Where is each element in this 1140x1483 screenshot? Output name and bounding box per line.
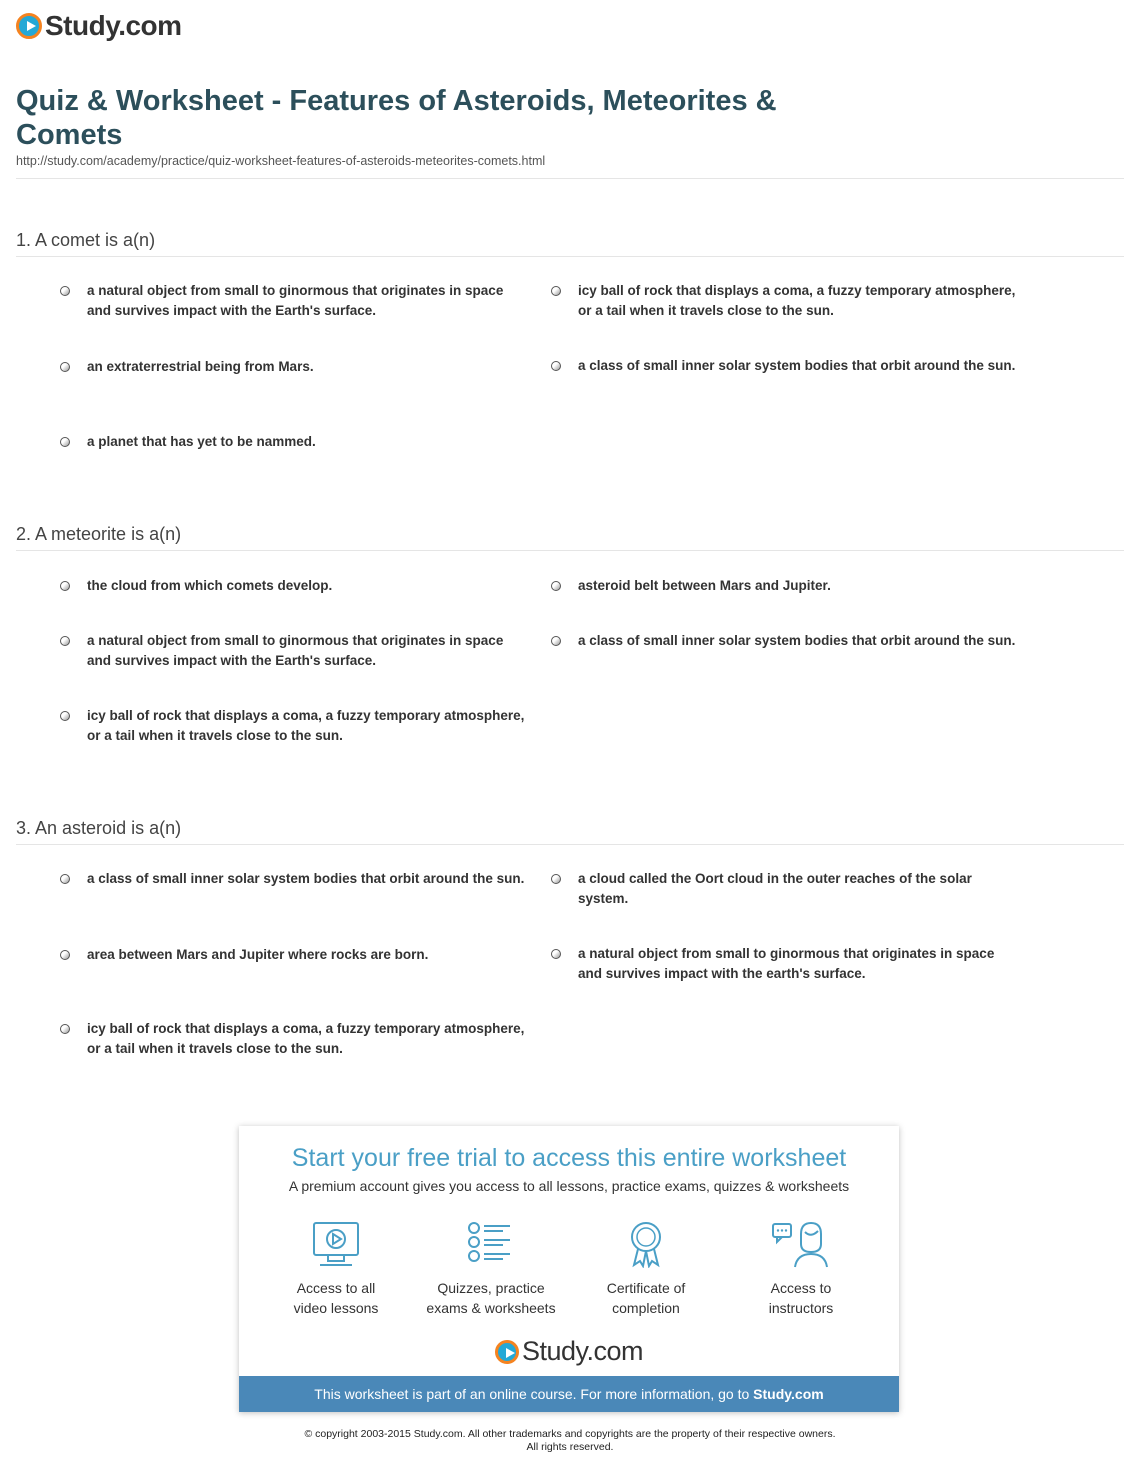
promo-study-logo[interactable]: Study.com xyxy=(239,1336,899,1367)
question-2-title: 2. A meteorite is a(n) xyxy=(16,524,182,544)
q1-option-e[interactable]: a planet that has yet to be nammed. xyxy=(60,432,527,452)
q2-option-a[interactable]: the cloud from which comets develop. xyxy=(60,576,527,596)
quiz-list-icon xyxy=(465,1220,517,1268)
radio-icon[interactable] xyxy=(551,949,561,959)
page-title: Quiz & Worksheet - Features of Asteroids, Meteorites & Comets xyxy=(16,85,777,151)
feature-quizzes: Quizzes, practice exams & worksheets xyxy=(416,1220,566,1318)
play-logo-icon xyxy=(495,1340,519,1364)
feature-video-lessons: Access to all video lessons xyxy=(261,1220,411,1318)
q3-option-e[interactable]: icy ball of rock that displays a coma, a fuzzy temporary atmosphere, or a tail when it travels close to the sun. xyxy=(60,1019,527,1059)
q1-option-c[interactable]: an extraterrestrial being from Mars. xyxy=(60,357,527,377)
logo-text: Study.com xyxy=(45,10,182,41)
feature-instructors: Access to instructors xyxy=(726,1220,876,1318)
radio-icon[interactable] xyxy=(551,361,561,371)
promo-info-bar: This worksheet is part of an online course. For more information, go to Study.com xyxy=(239,1376,899,1412)
question-3-title: 3. An asteroid is a(n) xyxy=(16,818,182,838)
feature-certificate: Certificate of completion xyxy=(571,1220,721,1318)
question-1-title: 1. A comet is a(n) xyxy=(16,230,156,250)
copyright-footer: © copyright 2003-2015 Study.com. All other trademarks and copyrights are the property of their respective owners. All rights reserved. xyxy=(304,1428,836,1453)
radio-icon[interactable] xyxy=(60,950,70,960)
certificate-icon xyxy=(620,1220,672,1268)
q3-option-b[interactable]: a cloud called the Oort cloud in the outer reaches of the solar system. xyxy=(551,869,1018,909)
study-link[interactable]: Study.com xyxy=(753,1386,824,1402)
promo-subtitle: A premium account gives you access to all lessons, practice exams, quizzes & worksheets xyxy=(288,1178,850,1194)
study-logo[interactable] xyxy=(16,10,182,42)
q1-option-b[interactable]: icy ball of rock that displays a coma, a fuzzy temporary atmosphere, or a tail when it travels close to the sun. xyxy=(551,281,1018,321)
q2-option-b[interactable]: asteroid belt between Mars and Jupiter. xyxy=(551,576,1018,596)
free-trial-promo[interactable] xyxy=(239,1126,899,1412)
radio-icon[interactable] xyxy=(60,581,70,591)
divider xyxy=(16,844,1124,845)
radio-icon[interactable] xyxy=(60,286,70,296)
q2-option-d[interactable]: a class of small inner solar system bodies that orbit around the sun. xyxy=(551,631,1018,651)
q3-option-c[interactable]: area between Mars and Jupiter where rocks are born. xyxy=(60,945,527,965)
q1-option-d[interactable]: a class of small inner solar system bodies that orbit around the sun. xyxy=(551,356,1018,376)
radio-icon[interactable] xyxy=(60,636,70,646)
radio-icon[interactable] xyxy=(551,286,561,296)
radio-icon[interactable] xyxy=(551,581,561,591)
video-lesson-icon xyxy=(310,1220,362,1268)
q3-option-d[interactable]: a natural object from small to ginormous that originates in space and survives impact with the earth's surface. xyxy=(551,944,1018,984)
radio-icon[interactable] xyxy=(60,711,70,721)
radio-icon[interactable] xyxy=(551,874,561,884)
promo-title[interactable]: Start your free trial to access this entire worksheet xyxy=(291,1144,847,1172)
radio-icon[interactable] xyxy=(551,636,561,646)
instructor-icon xyxy=(771,1220,831,1268)
page-url: http://study.com/academy/practice/quiz-worksheet-features-of-asteroids-meteorites-comets.html xyxy=(16,154,546,168)
q3-option-a[interactable]: a class of small inner solar system bodies that orbit around the sun. xyxy=(60,869,527,889)
q1-option-a[interactable]: a natural object from small to ginormous that originates in space and survives impact with the Earth's surface. xyxy=(60,281,527,321)
play-logo-icon xyxy=(16,13,42,39)
radio-icon[interactable] xyxy=(60,874,70,884)
radio-icon[interactable] xyxy=(60,437,70,447)
divider xyxy=(16,256,1124,257)
radio-icon[interactable] xyxy=(60,362,70,372)
divider xyxy=(16,178,1124,179)
q2-option-e[interactable]: icy ball of rock that displays a coma, a fuzzy temporary atmosphere, or a tail when it travels close to the sun. xyxy=(60,706,527,746)
radio-icon[interactable] xyxy=(60,1024,70,1034)
divider xyxy=(16,550,1124,551)
q2-option-c[interactable]: a natural object from small to ginormous that originates in space and survives impact with the Earth's surface. xyxy=(60,631,527,671)
